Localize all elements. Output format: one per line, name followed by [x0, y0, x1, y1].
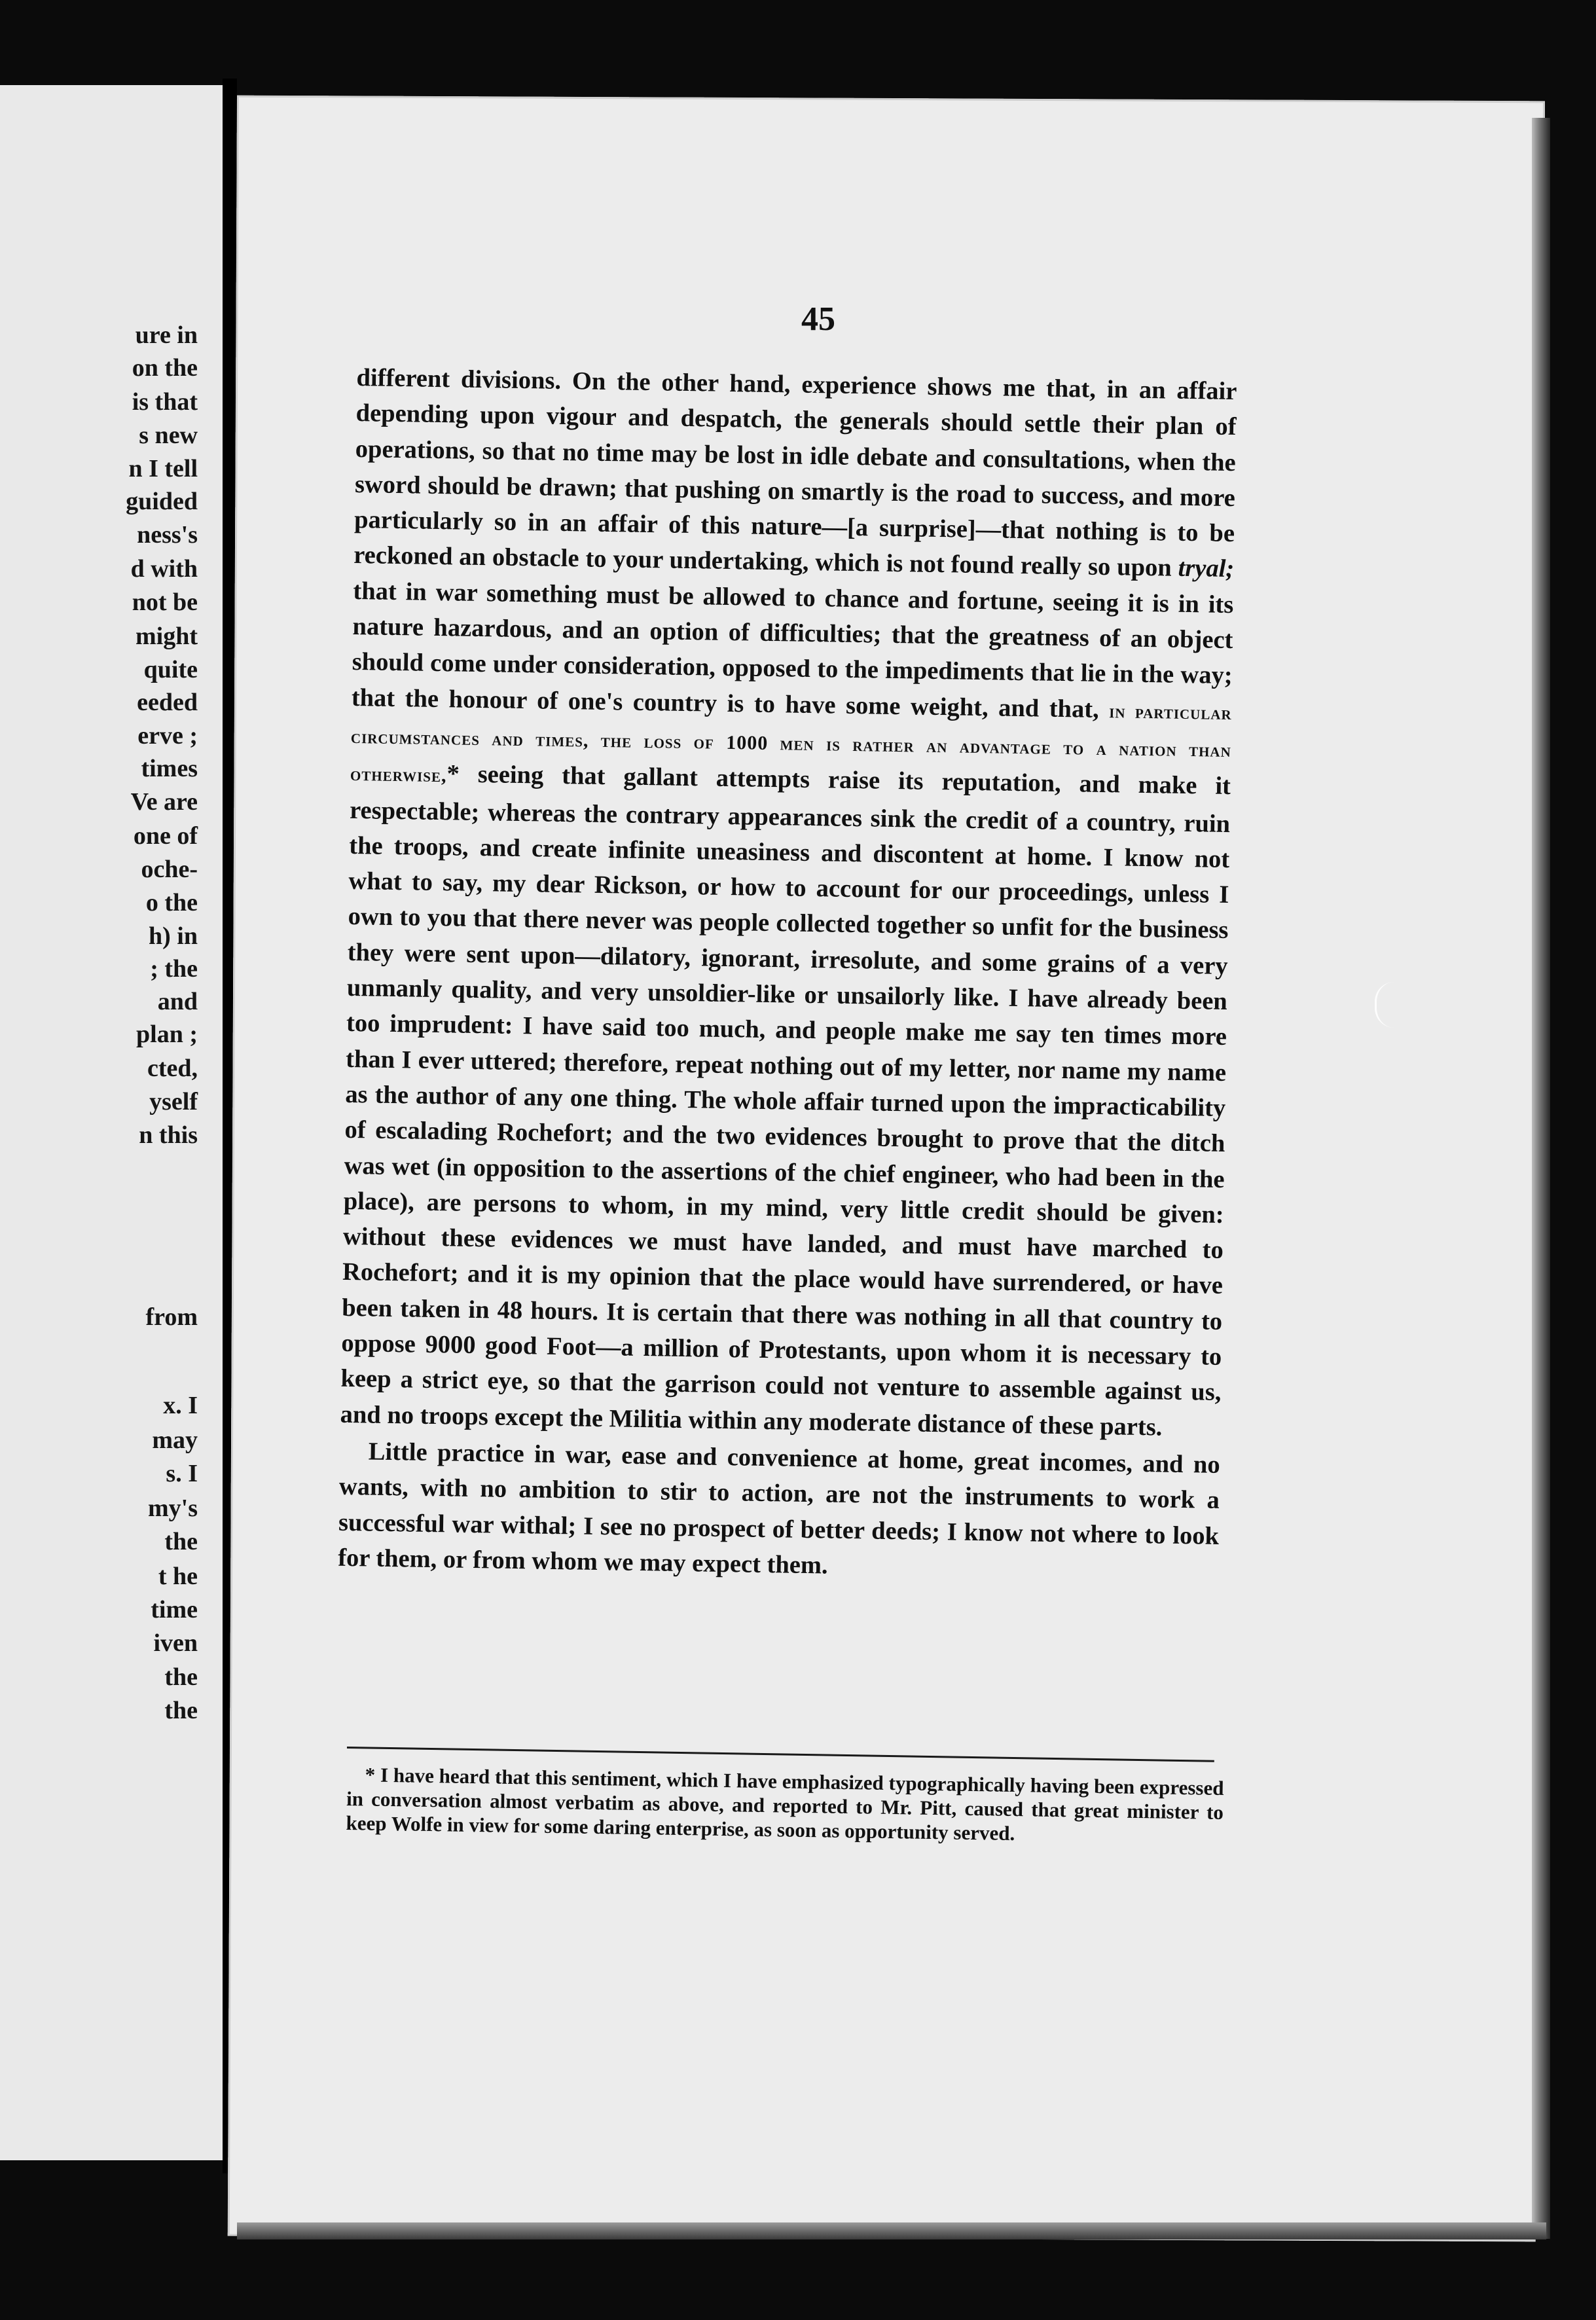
left-page-line-ending: cted, — [147, 1055, 198, 1082]
left-page-line-ending: and — [157, 988, 198, 1015]
left-page-line-ending: o the — [145, 889, 198, 916]
left-page-line-ending: not be — [132, 589, 198, 616]
left-page-line-ending: Ve are — [130, 788, 198, 816]
paragraph-1-part-b: that in war something must be allowed to chance and fortune, seeing it is in its nature hazardous, and an option of difficulties; that the greatness of an object should come under consideration, opposed to the impediments that lie in the way; that the honour of one's country is to have some weight, and that, — [351, 577, 1234, 723]
margin-mark — [1375, 982, 1409, 1028]
left-page-line-ending: ness's — [137, 521, 198, 549]
paragraph-2: Little practice in war, ease and convenience at home, great incomes, and no wants, with no ambition to stir to action, are not the instruments to work a successful war withal; I see no prospect of better deeds; I know not where to look for them, or from whom we may expect them. — [337, 1438, 1220, 1580]
left-page-line-ending: may — [152, 1426, 198, 1454]
left-page-line-ending: iven — [153, 1629, 198, 1657]
left-page-line-ending: oche- — [141, 856, 198, 883]
left-page-line-ending: x. I — [163, 1392, 198, 1419]
left-page-line-ending: from — [145, 1303, 198, 1331]
emphasis-tryal: tryal; — [1178, 554, 1235, 583]
left-page-line-ending: one of — [133, 822, 198, 850]
body-text — [338, 360, 1237, 1589]
page-number: 45 — [801, 300, 835, 338]
left-page-line-ending: s. I — [166, 1460, 198, 1487]
footnote: * I have heard that this sentiment, which I have emphasized typographically having been expressed in conversation almost verbatim as above, and reported to Mr. Pitt, caused that great minister to keep Wolfe in view for some daring enterprise, as soon as opportunity served. — [346, 1763, 1224, 1845]
left-page-line-ending: t he — [158, 1563, 198, 1590]
left-page-line-ending: the — [164, 1697, 198, 1724]
left-page-fragment — [0, 85, 223, 2160]
left-page-line-ending: quite — [143, 656, 198, 683]
left-page-line-ending: yself — [149, 1088, 198, 1115]
page-edge-right — [1532, 118, 1550, 2239]
page-edge-bottom — [237, 2222, 1546, 2239]
left-page-line-ending: ure in — [135, 321, 198, 349]
left-page-line-ending: n I tell — [128, 455, 198, 482]
left-page-line-ending: eeded — [137, 689, 198, 716]
emphasized-small-caps-passage: in particular circumstances and times, the loss of 1000 men is rather an advantage to a nation than otherwise, — [350, 700, 1232, 787]
paragraph-1-part-a: different divisions. On the other hand, experience shows me that, in an affair depending upon vigour and despatch, the generals should settle their plan of operations, so that no time may be lost in idle debate and consultations, when the sword should be drawn; that pushing on smartly is the road to success, and more particularly so in an affair of this nature—[a surprise]—that nothing is to be reckoned an obstacle to your undertaking, which is not found really so upon — [353, 363, 1237, 583]
left-page-line-ending: is that — [132, 388, 198, 416]
left-page-line-ending: my's — [148, 1495, 198, 1522]
left-page-line-ending: on the — [132, 354, 198, 382]
left-page-line-ending: s new — [139, 422, 198, 449]
left-page-line-ending: ; the — [150, 955, 198, 983]
paragraph-1-part-c: * seeing that gallant attempts raise its reputation, and make it respectable; whereas the contrary appearances sink the credit of a country, ruin the troops, and create infinite uneasiness and discontent at home. I know not what to say, my dear Rickson, or how to account for our proceedings, unless I own to you that there never was people collected together so unfit for the business they were sent upon—dilatory, ignorant, irresolute, and some grains of a very unmanly quality, and very unsoldier-like or unsailorly like. I have already been too imprudent: I have said too much, and people make me say ten times more than I ever uttered; therefore, repeat nothing out of my letter, nor name my name as the author of any one thing. The whole affair turned upon the impracticability of escalading Rochefort; and the two evidences brought to prove that the ditch was wet (in opposition to the assertions of the chief engineer, who had been in the place), are persons to whom, in my mind, very little credit should be given: without these evidences we must have landed, and must have marched to Rochefort; and it is my opinion that the place would have surrendered, or have been taken in 48 hours. It is certain that there was nothing in all that country to oppose 9000 good Foot—a million of Protestants, upon whom it is necessary to keep a strict eye, so that the garrison could not venture to assemble against us, and no troops except the Militia within any moderate distance of these parts. — [340, 760, 1231, 1441]
left-page-line-ending: h) in — [149, 922, 198, 950]
left-page-line-ending: guided — [126, 488, 198, 515]
left-page-line-ending: the — [164, 1663, 198, 1691]
left-page-line-ending: times — [141, 755, 198, 782]
left-page-line-ending: might — [136, 623, 198, 650]
left-page-line-ending: plan ; — [136, 1021, 198, 1048]
left-page-line-ending: d with — [130, 555, 198, 583]
left-page-line-ending: n this — [139, 1121, 198, 1149]
paragraph-1 — [340, 360, 1237, 1446]
left-page-line-ending: erve ; — [137, 722, 198, 750]
left-page-line-ending: the — [164, 1528, 198, 1555]
left-page-line-ending: time — [151, 1596, 198, 1623]
